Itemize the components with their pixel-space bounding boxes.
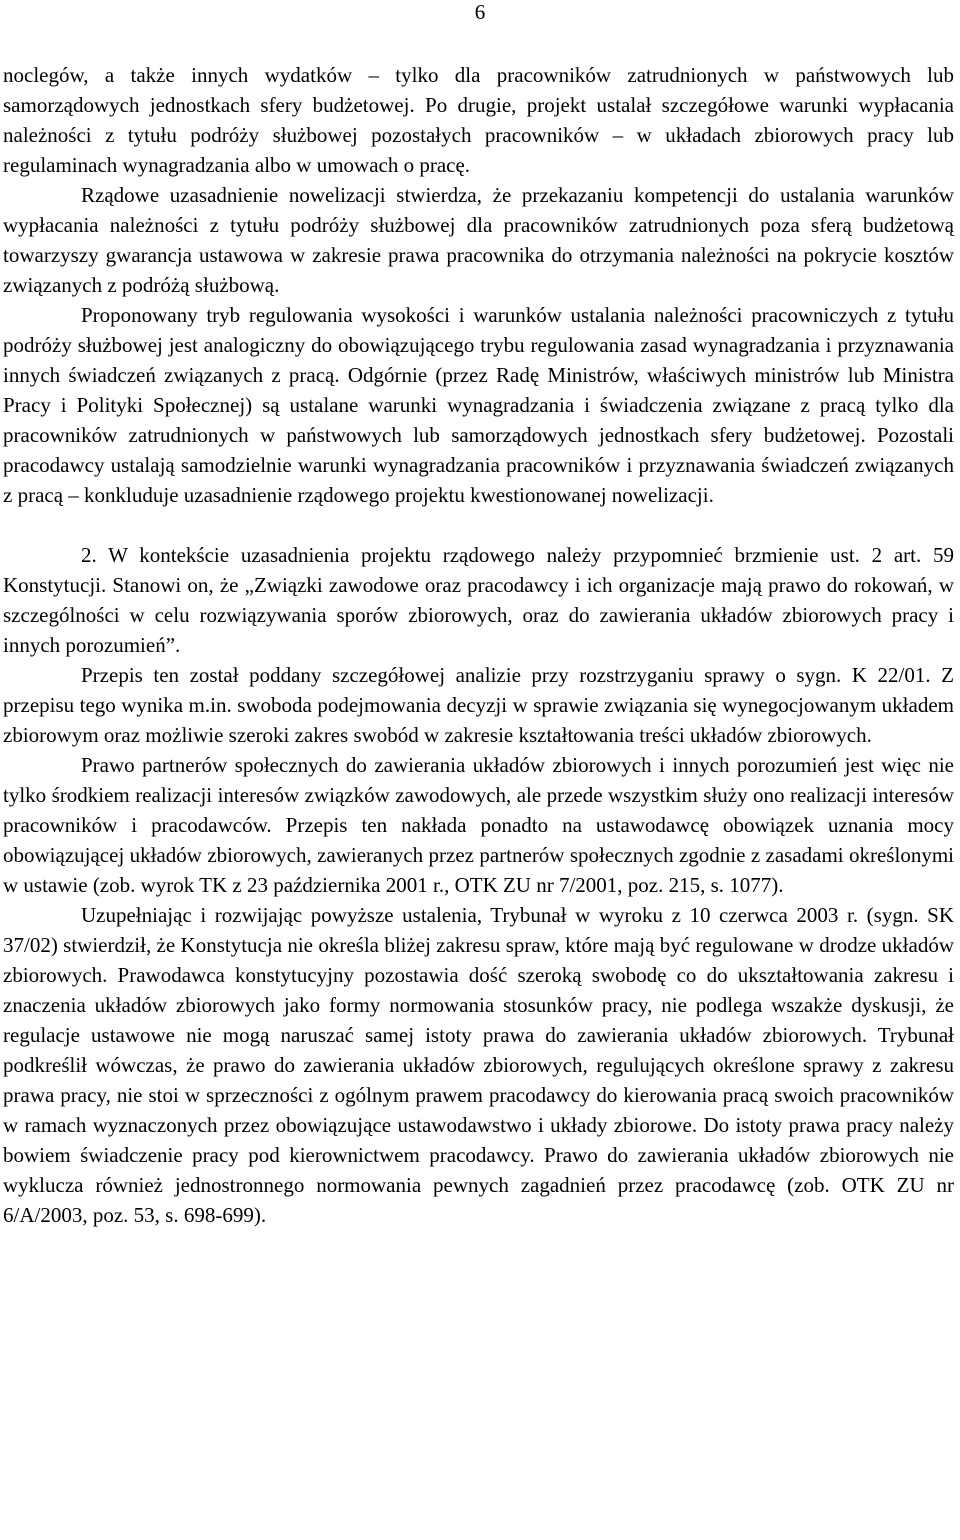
paragraph-sk-37-02: Uzupełniając i rozwijając powyższe ustalenia, Trybunał w wyroku z 10 czerwca 2003 r. (sygn. SK 37/02) stwierdził, że Konstytucja nie określa bliżej zakresu spraw, które mają być regulowane w drodze układów zbiorowych. Prawodawca konstytucyjny pozostawia dość szeroką swobodę co do ukształtowania zakresu i znaczenia układów zbiorowych jako formy normowania stosunków pracy, nie podlega wszakże dyskusji, że regulacje ustawowe nie mogą naruszać samej istoty prawa do zawierania układów zbiorowych. Trybunał podkreślił wówczas, że prawo do zawierania układów zbiorowych, regulujących określone sprawy z zakresu prawa pracy, nie stoi w sprzeczności z ogólnym prawem pracodawcy do kierowania pracą swoich pracowników w ramach wyznaczonych przez obowiązujące ustawodawstwo i układy zbiorowe. Do istoty prawa pracy należy bowiem świadczenie pracy pod kierownictwem pracodawcy. Prawo do zawierania układów zbiorowych nie wyklucza również jednostronnego normowania pewnych zagadnień przez pracodawcę (zob. OTK ZU nr 6/A/2003, poz. 53, s. 698-699). — [3, 903, 954, 1227]
paragraph-proposed-mode: Proponowany tryb regulowania wysokości i warunków ustalania należności pracowniczych z tytułu podróży służbowej jest analogiczny do obowiązującego trybu regulowania zasad wynagradzania i przyznawania innych świadczeń związanych z pracą. Odgórnie (przez Radę Ministrów, właściwych ministrów lub Ministra Pracy i Polityki Społecznej) są ustalane warunki wynagradzania i świadczenia związane z pracą tylko dla pracowników zatrudnionych w państwowych lub samorządowych jednostkach sfery budżetowej. Pozostali pracodawcy ustalają samodzielnie warunki wynagradzania pracowników i przyznawania świadczeń związanych z pracą – konkluduje uzasadnienie rządowego projektu kwestionowanej nowelizacji. — [3, 303, 954, 507]
paragraph-government-justification: Rządowe uzasadnienie nowelizacji stwierdza, że przekazaniu kompetencji do ustalania warunków wypłacania należności z tytułu podróży służbowej dla pracowników zatrudnionych poza sferą budżetową towarzyszy gwarancja ustawowa w zakresie prawa pracownika do otrzymania należności na pokrycie kosztów związanych z podróżą służbową. — [3, 183, 954, 297]
document-body — [3, 0, 954, 1230]
paragraph-continuation: noclegów, a także innych wydatków – tylko dla pracowników zatrudnionych w państwowych lub samorządowych jednostkach sfery budżetowej. Po drugie, projekt ustalał szczegółowe warunki wypłacania należności z tytułu podróży służbowej pozostałych pracowników – w układach zbiorowych pracy lub regulaminach wynagradzania albo w umowach o pracę. — [3, 63, 954, 177]
paragraph-k-22-01: Przepis ten został poddany szczegółowej analizie przy rozstrzyganiu sprawy o sygn. K 22/01. Z przepisu tego wynika m.in. swoboda podejmowania decyzji w sprawie związania się wynegocjowanym układem zbiorowym oraz możliwie szeroki zakres swobód w zakresie kształtowania treści układów zbiorowych. — [3, 663, 954, 747]
page-number: 6 — [474, 0, 486, 24]
paragraph-section-2-constitution: 2. W kontekście uzasadnienia projektu rządowego należy przypomnieć brzmienie ust. 2 art. 59 Konstytucji. Stanowi on, że „Związki zawodowe oraz pracodawcy i ich organizacje mają prawo do rokowań, w szczególności w celu rozwiązywania sporów zbiorowych, oraz do zawierania układów zbiorowych pracy i innych porozumień”. — [3, 543, 954, 657]
paragraph-social-partners: Prawo partnerów społecznych do zawierania układów zbiorowych i innych porozumień jest więc nie tylko środkiem realizacji interesów związków zawodowych, ale przede wszystkim służy ono realizacji interesów pracowników i pracodawców. Przepis ten nakłada ponadto na ustawodawcę obowiązek uznania mocy obowiązującej układów zbiorowych, zawieranych przez partnerów społecznych zgodnie z zasadami określonymi w ustawie (zob. wyrok TK z 23 października 2001 r., OTK ZU nr 7/2001, poz. 215, s. 1077). — [3, 753, 954, 897]
